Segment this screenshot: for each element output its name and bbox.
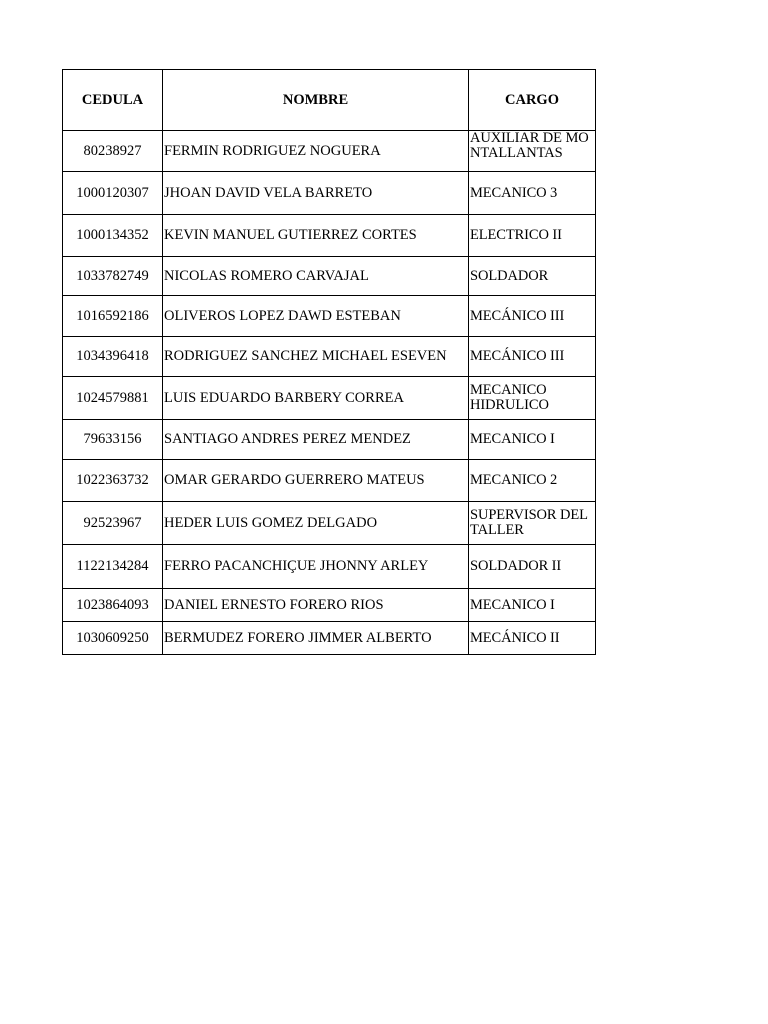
cell-nombre: LUIS EDUARDO BARBERY CORREA — [163, 377, 469, 420]
table-row — [63, 131, 596, 172]
table-row — [63, 296, 596, 337]
cell-cargo: MECANICO 2 — [469, 460, 596, 502]
cell-cargo: MECANICO I — [469, 420, 596, 460]
cell-cedula: 79633156 — [63, 420, 163, 460]
cell-cedula: 1000120307 — [63, 172, 163, 215]
cell-cedula: 1030609250 — [63, 622, 163, 655]
employee-table — [62, 69, 596, 655]
cell-cedula: 80238927 — [63, 131, 163, 172]
table-row — [63, 502, 596, 545]
cell-nombre: FERRO PACANCHIÇUE JHONNY ARLEY — [163, 545, 469, 589]
cell-cargo: MECÁNICO III — [469, 337, 596, 377]
cell-cargo-text: AUXILIAR DE MONTALLANTAS — [470, 131, 589, 161]
table-row — [63, 337, 596, 377]
cell-cargo: MECÁNICO II — [469, 622, 596, 655]
table-row — [63, 589, 596, 622]
document-page — [62, 69, 596, 655]
cell-cedula: 1016592186 — [63, 296, 163, 337]
cell-cargo: SUPERVISOR DEL TALLER — [469, 502, 596, 545]
cell-cedula: 1000134352 — [63, 215, 163, 257]
table-row — [63, 257, 596, 296]
cell-nombre: SANTIAGO ANDRES PEREZ MENDEZ — [163, 420, 469, 460]
cell-cargo: SOLDADOR — [469, 257, 596, 296]
cell-cedula: 1122134284 — [63, 545, 163, 589]
table-row — [63, 172, 596, 215]
column-header-cedula: CEDULA — [63, 70, 163, 131]
cell-cargo — [469, 131, 596, 172]
cell-nombre: FERMIN RODRIGUEZ NOGUERA — [163, 131, 469, 172]
cell-cedula: 1023864093 — [63, 589, 163, 622]
cell-cedula: 1024579881 — [63, 377, 163, 420]
cell-cargo: MECANICO 3 — [469, 172, 596, 215]
table-row — [63, 215, 596, 257]
table-row — [63, 622, 596, 655]
column-header-cargo: CARGO — [469, 70, 596, 131]
cell-cedula: 92523967 — [63, 502, 163, 545]
cell-cargo: MECANICO I — [469, 589, 596, 622]
cell-cargo: ELECTRICO II — [469, 215, 596, 257]
cell-nombre: OLIVEROS LOPEZ DAWD ESTEBAN — [163, 296, 469, 337]
cell-nombre: RODRIGUEZ SANCHEZ MICHAEL ESEVEN — [163, 337, 469, 377]
table-row — [63, 377, 596, 420]
cell-cargo: SOLDADOR II — [469, 545, 596, 589]
cell-cedula: 1022363732 — [63, 460, 163, 502]
table-row — [63, 420, 596, 460]
cell-cedula: 1034396418 — [63, 337, 163, 377]
cell-nombre: OMAR GERARDO GUERRERO MATEUS — [163, 460, 469, 502]
table-row — [63, 460, 596, 502]
cell-nombre: NICOLAS ROMERO CARVAJAL — [163, 257, 469, 296]
cell-cargo: MECANICO HIDRULICO — [469, 377, 596, 420]
cell-nombre: KEVIN MANUEL GUTIERREZ CORTES — [163, 215, 469, 257]
cell-nombre: BERMUDEZ FORERO JIMMER ALBERTO — [163, 622, 469, 655]
cell-cedula: 1033782749 — [63, 257, 163, 296]
table-row — [63, 545, 596, 589]
cell-nombre: JHOAN DAVID VELA BARRETO — [163, 172, 469, 215]
column-header-nombre: NOMBRE — [163, 70, 469, 131]
table-header-row — [63, 70, 596, 131]
cell-nombre: HEDER LUIS GOMEZ DELGADO — [163, 502, 469, 545]
cell-cargo: MECÁNICO III — [469, 296, 596, 337]
cell-nombre: DANIEL ERNESTO FORERO RIOS — [163, 589, 469, 622]
